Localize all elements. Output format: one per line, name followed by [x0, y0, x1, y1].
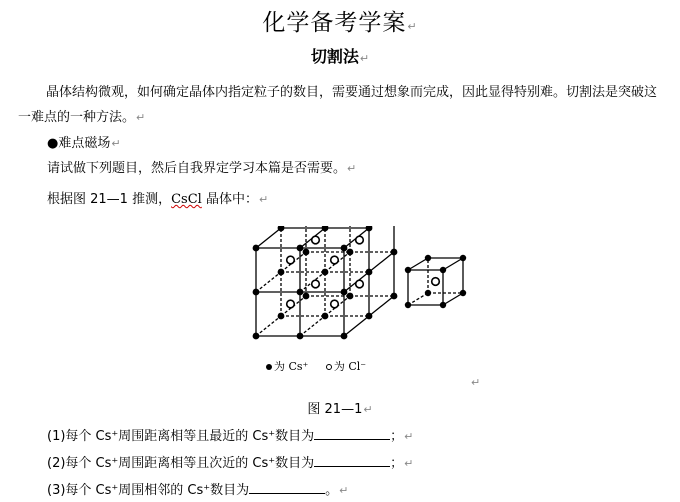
document-title: 化学备考学案↵: [262, 10, 418, 36]
answer-blank[interactable]: [314, 426, 390, 440]
legend-anion: 为 Cl⁻: [333, 360, 367, 373]
return-mark: ↵: [258, 193, 269, 206]
cs-ion-dot: [425, 255, 431, 261]
lattice-edge: [256, 228, 281, 248]
lattice-edge: [256, 272, 281, 292]
cl-ion-ring: [312, 236, 320, 244]
lattice-edge: [408, 293, 428, 305]
cs-ion-dot: [303, 293, 310, 300]
return-mark: ↵: [136, 111, 146, 124]
return-mark: ↵: [404, 457, 414, 470]
cs-ion-dot: [278, 313, 285, 320]
lattice-edge: [344, 316, 369, 336]
return-mark: ↵: [359, 52, 370, 65]
compound-formula: CsCl: [171, 192, 202, 207]
cscl-crystal-figure: [240, 226, 480, 356]
question-3: (3)每个 Cs⁺周围相邻的 Cs⁺数目为 。↵: [47, 479, 348, 498]
question-1: (1)每个 Cs⁺周围距离相等且最近的 Cs⁺数目为 ；↵: [47, 425, 413, 444]
cs-ion-dot: [303, 249, 310, 256]
cs-ion-dot: [297, 245, 304, 252]
cs-ion-dot: [460, 290, 466, 296]
lattice-edge: [443, 293, 463, 305]
return-mark: ↵: [404, 430, 414, 443]
cs-ion-dot: [278, 269, 285, 276]
cs-ion-dot: [253, 289, 260, 296]
return-mark: ↵: [363, 403, 373, 416]
question-prompt: 根据图 21—1 推测，CsCl 晶体中：↵: [47, 192, 269, 207]
lattice-edge: [369, 296, 394, 316]
instruction-text: 请试做下列题目，然后自我界定学习本篇是否需要。↵: [47, 161, 357, 176]
anion-ring-icon: [326, 364, 332, 370]
cs-ion-dot: [253, 245, 260, 252]
cl-ion-ring: [356, 280, 364, 288]
answer-blank[interactable]: [314, 453, 390, 467]
cs-ion-dot: [347, 249, 354, 256]
cs-ion-dot: [440, 302, 446, 308]
section-heading: ●难点磁场↵: [47, 136, 121, 151]
cs-ion-dot: [322, 313, 329, 320]
cs-ion-dot: [322, 269, 329, 276]
cs-ion-dot: [366, 269, 373, 276]
lattice-edge: [408, 258, 428, 270]
cs-ion-dot: [405, 267, 411, 273]
cs-ion-dot: [391, 293, 398, 300]
figure-caption: 图 21—1↵: [307, 402, 373, 417]
cl-ion-ring: [287, 256, 295, 264]
lattice-edge: [369, 226, 394, 228]
cs-ion-dot: [460, 255, 466, 261]
intro-paragraph: 晶体结构微观，如何确定晶体内指定粒子的数目，需要通过想象而完成，因此显得特别难。切割法是突破这一难点的一种方法。↵: [18, 85, 658, 125]
cs-ion-dot: [391, 249, 398, 256]
return-mark: ↵: [471, 376, 481, 389]
large-lattice: [253, 226, 398, 339]
cs-ion-dot: [341, 245, 348, 252]
cs-ion-dot: [341, 289, 348, 296]
lattice-edge: [369, 252, 394, 272]
lattice-edge: [256, 316, 281, 336]
cs-ion-dot: [347, 293, 354, 300]
return-mark: ↵: [111, 137, 121, 150]
cs-ion-dot: [297, 289, 304, 296]
cl-ion-ring: [312, 280, 320, 288]
cl-ion-ring: [331, 300, 339, 308]
section-title: 切割法↵: [310, 47, 370, 66]
lattice-edge: [443, 258, 463, 270]
cs-ion-dot: [425, 290, 431, 296]
lattice-edge: [300, 316, 325, 336]
cs-ion-dot: [253, 333, 260, 340]
cs-ion-dot: [341, 333, 348, 340]
cl-ion-ring: [287, 300, 295, 308]
question-2: (2)每个 Cs⁺周围距离相等且次近的 Cs⁺数目为 ；↵: [47, 452, 413, 471]
return-mark: ↵: [347, 162, 357, 175]
cs-ion-dot: [297, 333, 304, 340]
answer-blank[interactable]: [249, 480, 325, 494]
return-mark: ↵: [339, 484, 349, 497]
figure-legend: [266, 358, 366, 374]
cs-ion-dot: [440, 267, 446, 273]
cation-dot-icon: [266, 364, 272, 370]
cs-ion-dot: [366, 313, 373, 320]
cs-ion-dot: [405, 302, 411, 308]
return-mark: ↵: [407, 20, 418, 33]
unit-cell: [405, 255, 466, 308]
cl-ion-ring: [331, 256, 339, 264]
legend-cation: 为 Cs⁺: [274, 360, 309, 373]
cl-ion-ring: [432, 278, 440, 286]
cl-ion-ring: [356, 236, 364, 244]
